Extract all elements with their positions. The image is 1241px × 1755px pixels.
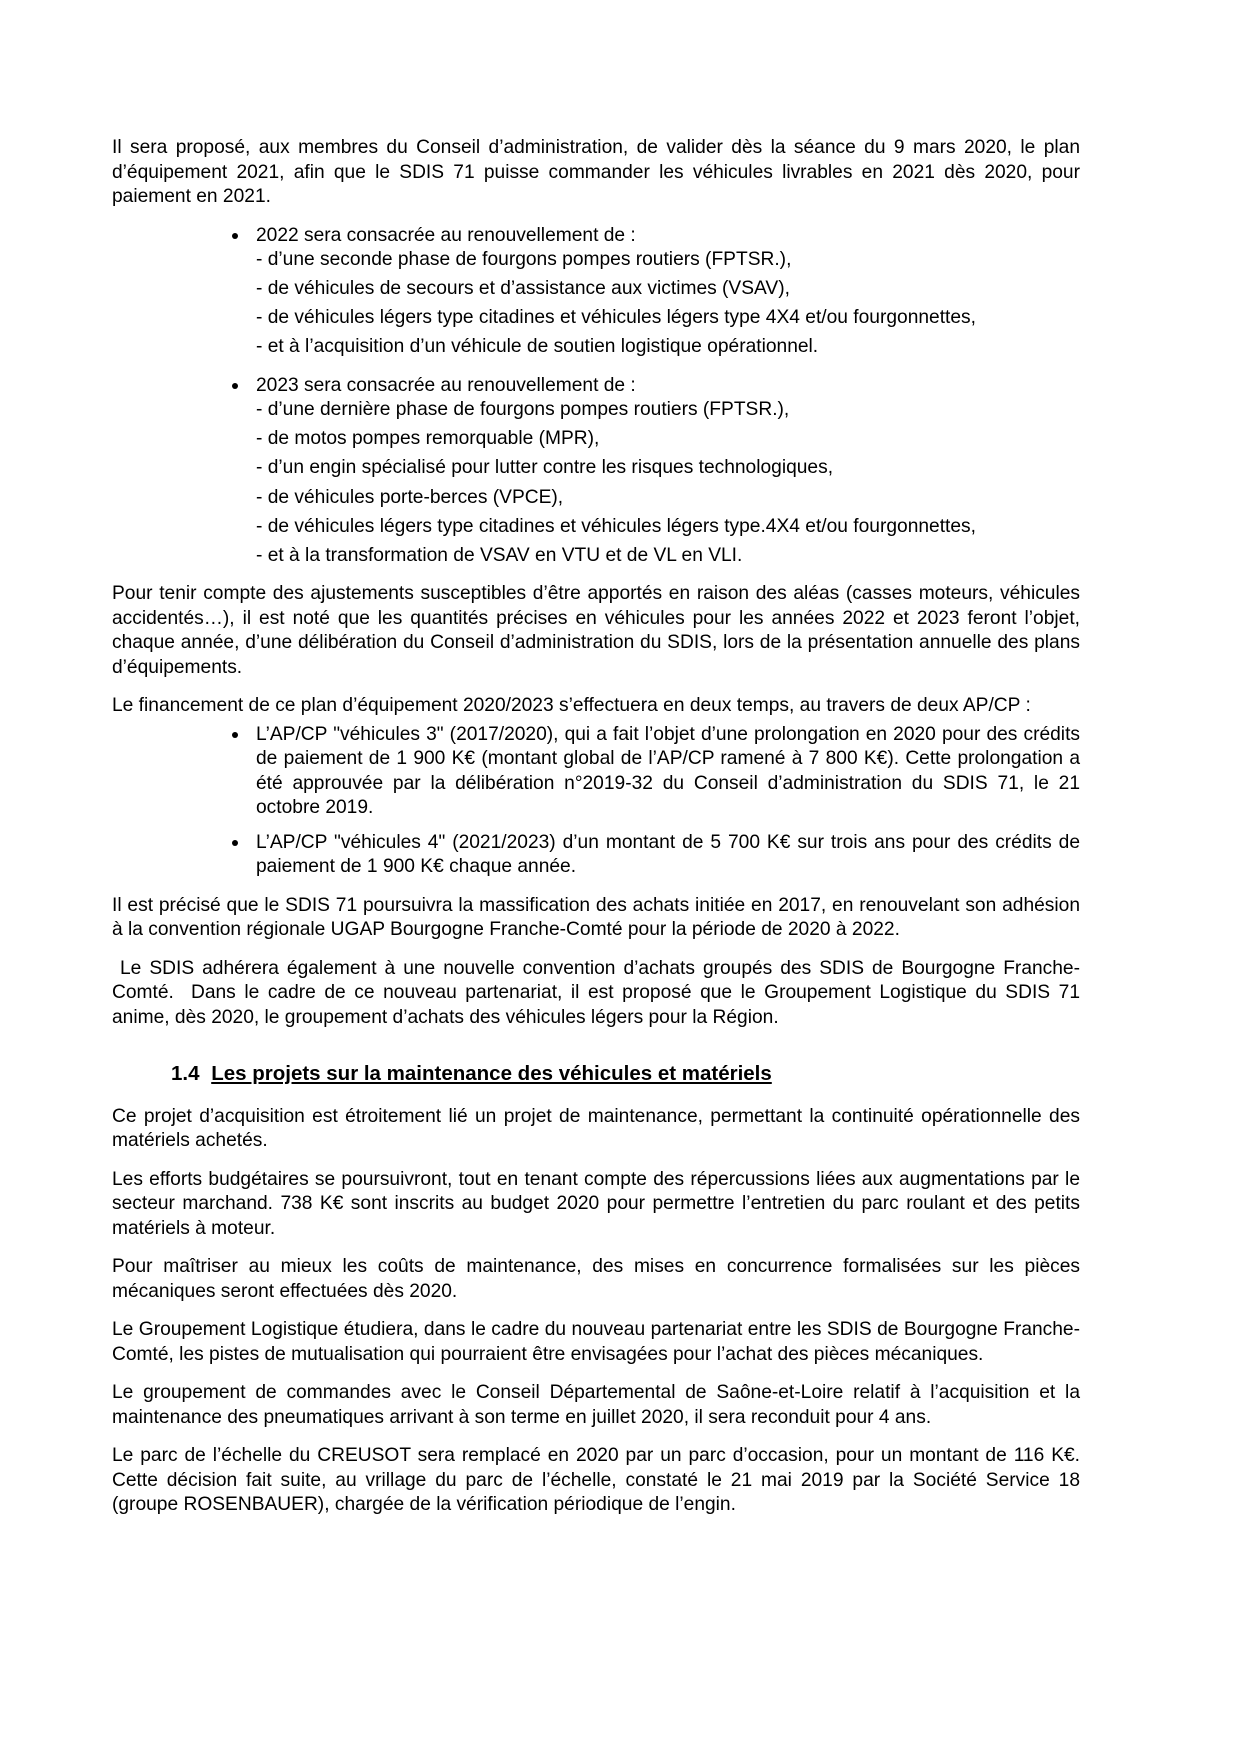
sub-list-2022: [256, 248, 1080, 360]
sub-item: - d’un engin spécialisé pour lutter contre les risques technologiques,: [256, 457, 834, 479]
section-heading: [171, 1062, 1080, 1087]
bullet-list-2023: [230, 374, 1080, 568]
sub-item: - d’une seconde phase de fourgons pompes routiers (FPTSR.),: [256, 249, 792, 270]
paragraph-maintenance-4: Le Groupement Logistique étudiera, dans le cadre du nouveau partenariat entre les SDIS de Bourgogne Franche-Comté, les pistes de mutualisation qui pourraient être envisagées pour l’achat des pièces mécaniques.: [112, 1319, 1080, 1365]
paragraph-adhesion: Le SDIS adhérera également à une nouvelle convention d’achats groupés des SDIS de Bourgogne Franche-Comté. Dans le cadre de ce nouveau partenariat, il est proposé que le Groupement Logistique du SDIS 71 anime, dès 2020, le groupement d’achats des véhicules légers pour la Région.: [112, 957, 1086, 1028]
sub-list-2023: [256, 398, 1080, 568]
paragraph-maintenance-1: Ce projet d’acquisition est étroitement lié un projet de maintenance, permettant la continuité opérationnelle des matériels achetés.: [112, 1105, 1080, 1152]
sub-item: - de véhicules légers type citadines et véhicules légers type 4X4 et/ou fourgonnettes,: [256, 307, 976, 329]
bullet-item-apcp: L’AP/CP "véhicules 3" (2017/2020), qui a fait l’objet d’une prolongation en 2020 pour des crédits de paiement de 1 900 K€ (montant global de l’AP/CP ramené à 7 800 K€). Cette prolongation a été approuvée par la délibération n°2019-32 du Conseil d’administration du SDIS 71, le 21 octobre 2019.: [230, 723, 1080, 821]
bullet-lead-2023: 2023 sera consacrée au renouvellement de :: [256, 374, 636, 396]
bullet-item-2023: [230, 374, 1080, 568]
section-title: Les projets sur la maintenance des véhicules et matériels: [211, 1062, 772, 1086]
sub-item: - de motos pompes remorquable (MPR),: [256, 428, 600, 450]
paragraph-intro: Il sera proposé, aux membres du Conseil d’administration, de valider dès la séance du 9 mars 2020, le plan d’équipement 2021, afin que le SDIS 71 puisse commander les véhicules livrables en 2021 dès 2020, pour paiement en 2021.: [112, 137, 1080, 207]
paragraph-massification: Il est précisé que le SDIS 71 poursuivra la massification des achats initiée en 2017, en renouvelant son adhésion à la convention régionale UGAP Bourgogne Franche-Comté pour la période de 2020 à 2022.: [112, 894, 1080, 941]
bullet-item-2022: [230, 224, 1080, 360]
paragraph-maintenance-6: Le parc de l’échelle du CREUSOT sera remplacé en 2020 par un parc d’occasion, pour un montant de 116 K€. Cette décision fait suite, au vrillage du parc de l’échelle, constaté le 21 mai 2019 par la Société Service 18 (groupe ROSENBAUER), chargée de la vérification périodique de l’engin.: [112, 1445, 1080, 1516]
paragraph-maintenance-5: Le groupement de commandes avec le Conseil Départemental de Saône-et-Loire relatif à l’acquisition et la maintenance des pneumatiques arrivant à son terme en juillet 2020, il sera reconduit pour 4 ans.: [112, 1382, 1080, 1428]
paragraph-maintenance-2: Les efforts budgétaires se poursuivront, tout en tenant compte des répercussions liées aux augmentations par le secteur marchand. 738 K€ sont inscrits au budget 2020 pour permettre l’entretien du parc roulant et des petits matériels à moteur.: [112, 1168, 1080, 1239]
text-column: [112, 136, 1086, 1532]
paragraph-ajustements: Pour tenir compte des ajustements susceptibles d’être apportés en raison des aléas (casses moteurs, véhicules accidentés…), il est noté que les quantités précises en véhicules pour les années 2022 et 2023 feront l’objet, chaque année, d’une délibération du Conseil d’administration du SDIS, lors de la présentation annuelle des plans d’équipements.: [112, 583, 1080, 678]
bullet-item-apcp: L’AP/CP "véhicules 4" (2021/2023) d’un montant de 5 700 K€ sur trois ans pour des crédits de paiement de 1 900 K€ chaque année.: [230, 831, 1080, 880]
sub-item: - de véhicules de secours et d’assistance aux victimes (VSAV),: [256, 278, 790, 300]
bullet-lead-2022: 2022 sera consacrée au renouvellement de :: [256, 224, 636, 246]
sub-item: - d’une dernière phase de fourgons pompes routiers (FPTSR.),: [256, 399, 790, 421]
bullet-list-apcp: [230, 723, 1080, 880]
paragraph-financement: Le financement de ce plan d’équipement 2020/2023 s’effectuera en deux temps, au travers de deux AP/CP :: [112, 695, 1031, 717]
sub-item: - et à la transformation de VSAV en VTU et de VL en VLI.: [256, 544, 743, 566]
section-number: 1.4: [171, 1062, 200, 1086]
sub-item: - de véhicules porte-berces (VPCE),: [256, 486, 564, 508]
paragraph-maintenance-3: Pour maîtriser au mieux les coûts de maintenance, des mises en concurrence formalisées sur les pièces mécaniques seront effectuées dès 2020.: [112, 1256, 1080, 1302]
bullet-list-2022: [230, 224, 1080, 360]
sub-item: - et à l’acquisition d’un véhicule de soutien logistique opérationnel.: [256, 336, 819, 358]
sub-item: - de véhicules légers type citadines et véhicules légers type.4X4 et/ou fourgonnettes,: [256, 515, 976, 537]
